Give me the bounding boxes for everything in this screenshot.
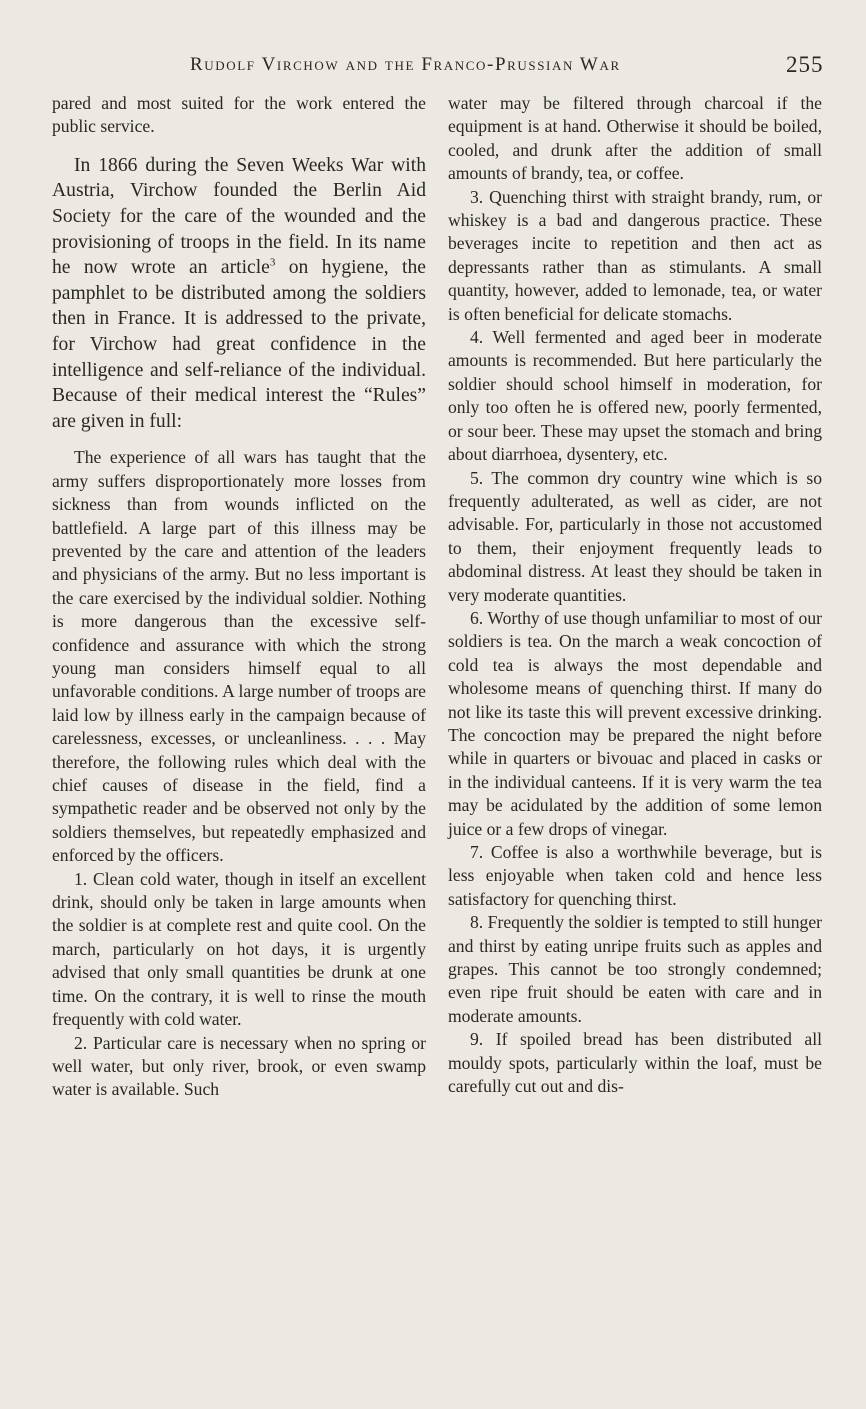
rule-2: 2. Particular care is necessary when no spring or well water, but only river, brook, or even swamp water is available. Such xyxy=(52,1032,426,1100)
rule-3: 3. Quenching thirst with straight brandy, rum, or whiskey is a bad and dangerous practice. These beverages incite to repetition and then act as depressants rather than as stimulants. A small quantity, however, added to lemonade, tea, or water is often beneficial for delicate stomachs. xyxy=(448,186,822,324)
left-column xyxy=(52,92,426,1102)
page-number: 255 xyxy=(786,52,824,77)
running-header xyxy=(0,48,866,80)
running-title: Rudolf Virchow and the Franco-Prussian War xyxy=(190,54,621,75)
intro-text-b: on hygiene, the pamphlet to be distributed among the soldiers then in France. It is addressed to the private, for Virchow had great confidence in the intelligence and self-reliance of the individual. Because of their medical interest the “Rules” are given in full: xyxy=(52,257,426,432)
rule-4: 4. Well fermented and aged beer in moderate amounts is recommended. But here particularly the soldier should school himself in moderation, for only too often he is offered new, poorly fermented, or sour beer. These may upset the stomach and bring about diarrhoea, dysentery, etc. xyxy=(448,327,822,465)
intro-text-a: In 1866 during the Seven Weeks War with Austria, Virchow founded the Berlin Aid Society for the care of the wounded and the provisioning of troops in the field. In its name he now wrote an article xyxy=(52,154,426,279)
rule-9: 9. If spoiled bread has been distributed all mouldy spots, particularly within the loaf, must be carefully cut out and dis- xyxy=(448,1029,822,1097)
rule-2-continuation: water may be filtered through charcoal if the equipment is at hand. Otherwise it should be boiled, cooled, and drunk after the addition of small amounts of brandy, tea, or coffee. xyxy=(448,93,822,184)
right-column xyxy=(448,92,822,1098)
paragraph-quote: The experience of all wars has taught that the army suffers disproportionately more losses from sickness than from wounds inflicted on the battlefield. A large part of this illness may be prevented by the care and attention of the leaders and physicians of the army. But no less important is the care exercised by the individual soldier. Nothing is more dangerous than the excessive self-confidence and assurance with which the strong young man considers himself equal to all unfavorable conditions. A large number of troops are laid low by illness early in the campaign because of carelessness, excesses, or uncleanliness. . . . May therefore, the following rules which deal with the chief causes of disease in the field, find a sympathetic reader and be observed not only by the soldiers themselves, but repeatedly emphasized and enforced by the officers. xyxy=(52,447,426,866)
rule-5: 5. The common dry country wine which is so frequently adulterated, as well as cider, are not advisable. For, particularly in those not accustomed to them, their enjoyment frequently leads to abdominal distress. At least they should be taken in very moderate quantities. xyxy=(448,467,822,605)
rule-7: 7. Coffee is also a worthwhile beverage, but is less enjoyable when taken cold and hence less satisfactory for quenching thirst. xyxy=(448,842,822,909)
footnote-ref: 3 xyxy=(269,256,276,269)
rule-6: 6. Worthy of use though unfamiliar to most of our soldiers is tea. On the march a weak concoction of cold tea is always the most dependable and wholesome means of quenching thirst. If many do not like its taste this will prevent excessive drinking. The concoction may be prepared the night before while in quarters or bivouac and placed in casks or in the individual canteens. If it is very warm the tea may be acidulated by the addition of some lemon juice or a few drops of vinegar. xyxy=(448,607,822,839)
rule-8: 8. Frequently the soldier is tempted to still hunger and thirst by eating unripe fruits such as apples and grapes. This cannot be too strongly condemned; even ripe fruit should be eaten with care and in moderate amounts. xyxy=(448,912,822,1026)
paragraph-intro xyxy=(52,153,426,435)
paragraph-continuation: pared and most suited for the work entered the public service. xyxy=(52,93,426,137)
rule-1: 1. Clean cold water, though in itself an excellent drink, should only be taken in large amounts when the soldier is at complete rest and quite cool. On the march, particularly on hot days, it is urgently advised that only small quantities be drunk at one time. On the contrary, it is well to rinse the mouth frequently with cold water. xyxy=(52,868,426,1030)
